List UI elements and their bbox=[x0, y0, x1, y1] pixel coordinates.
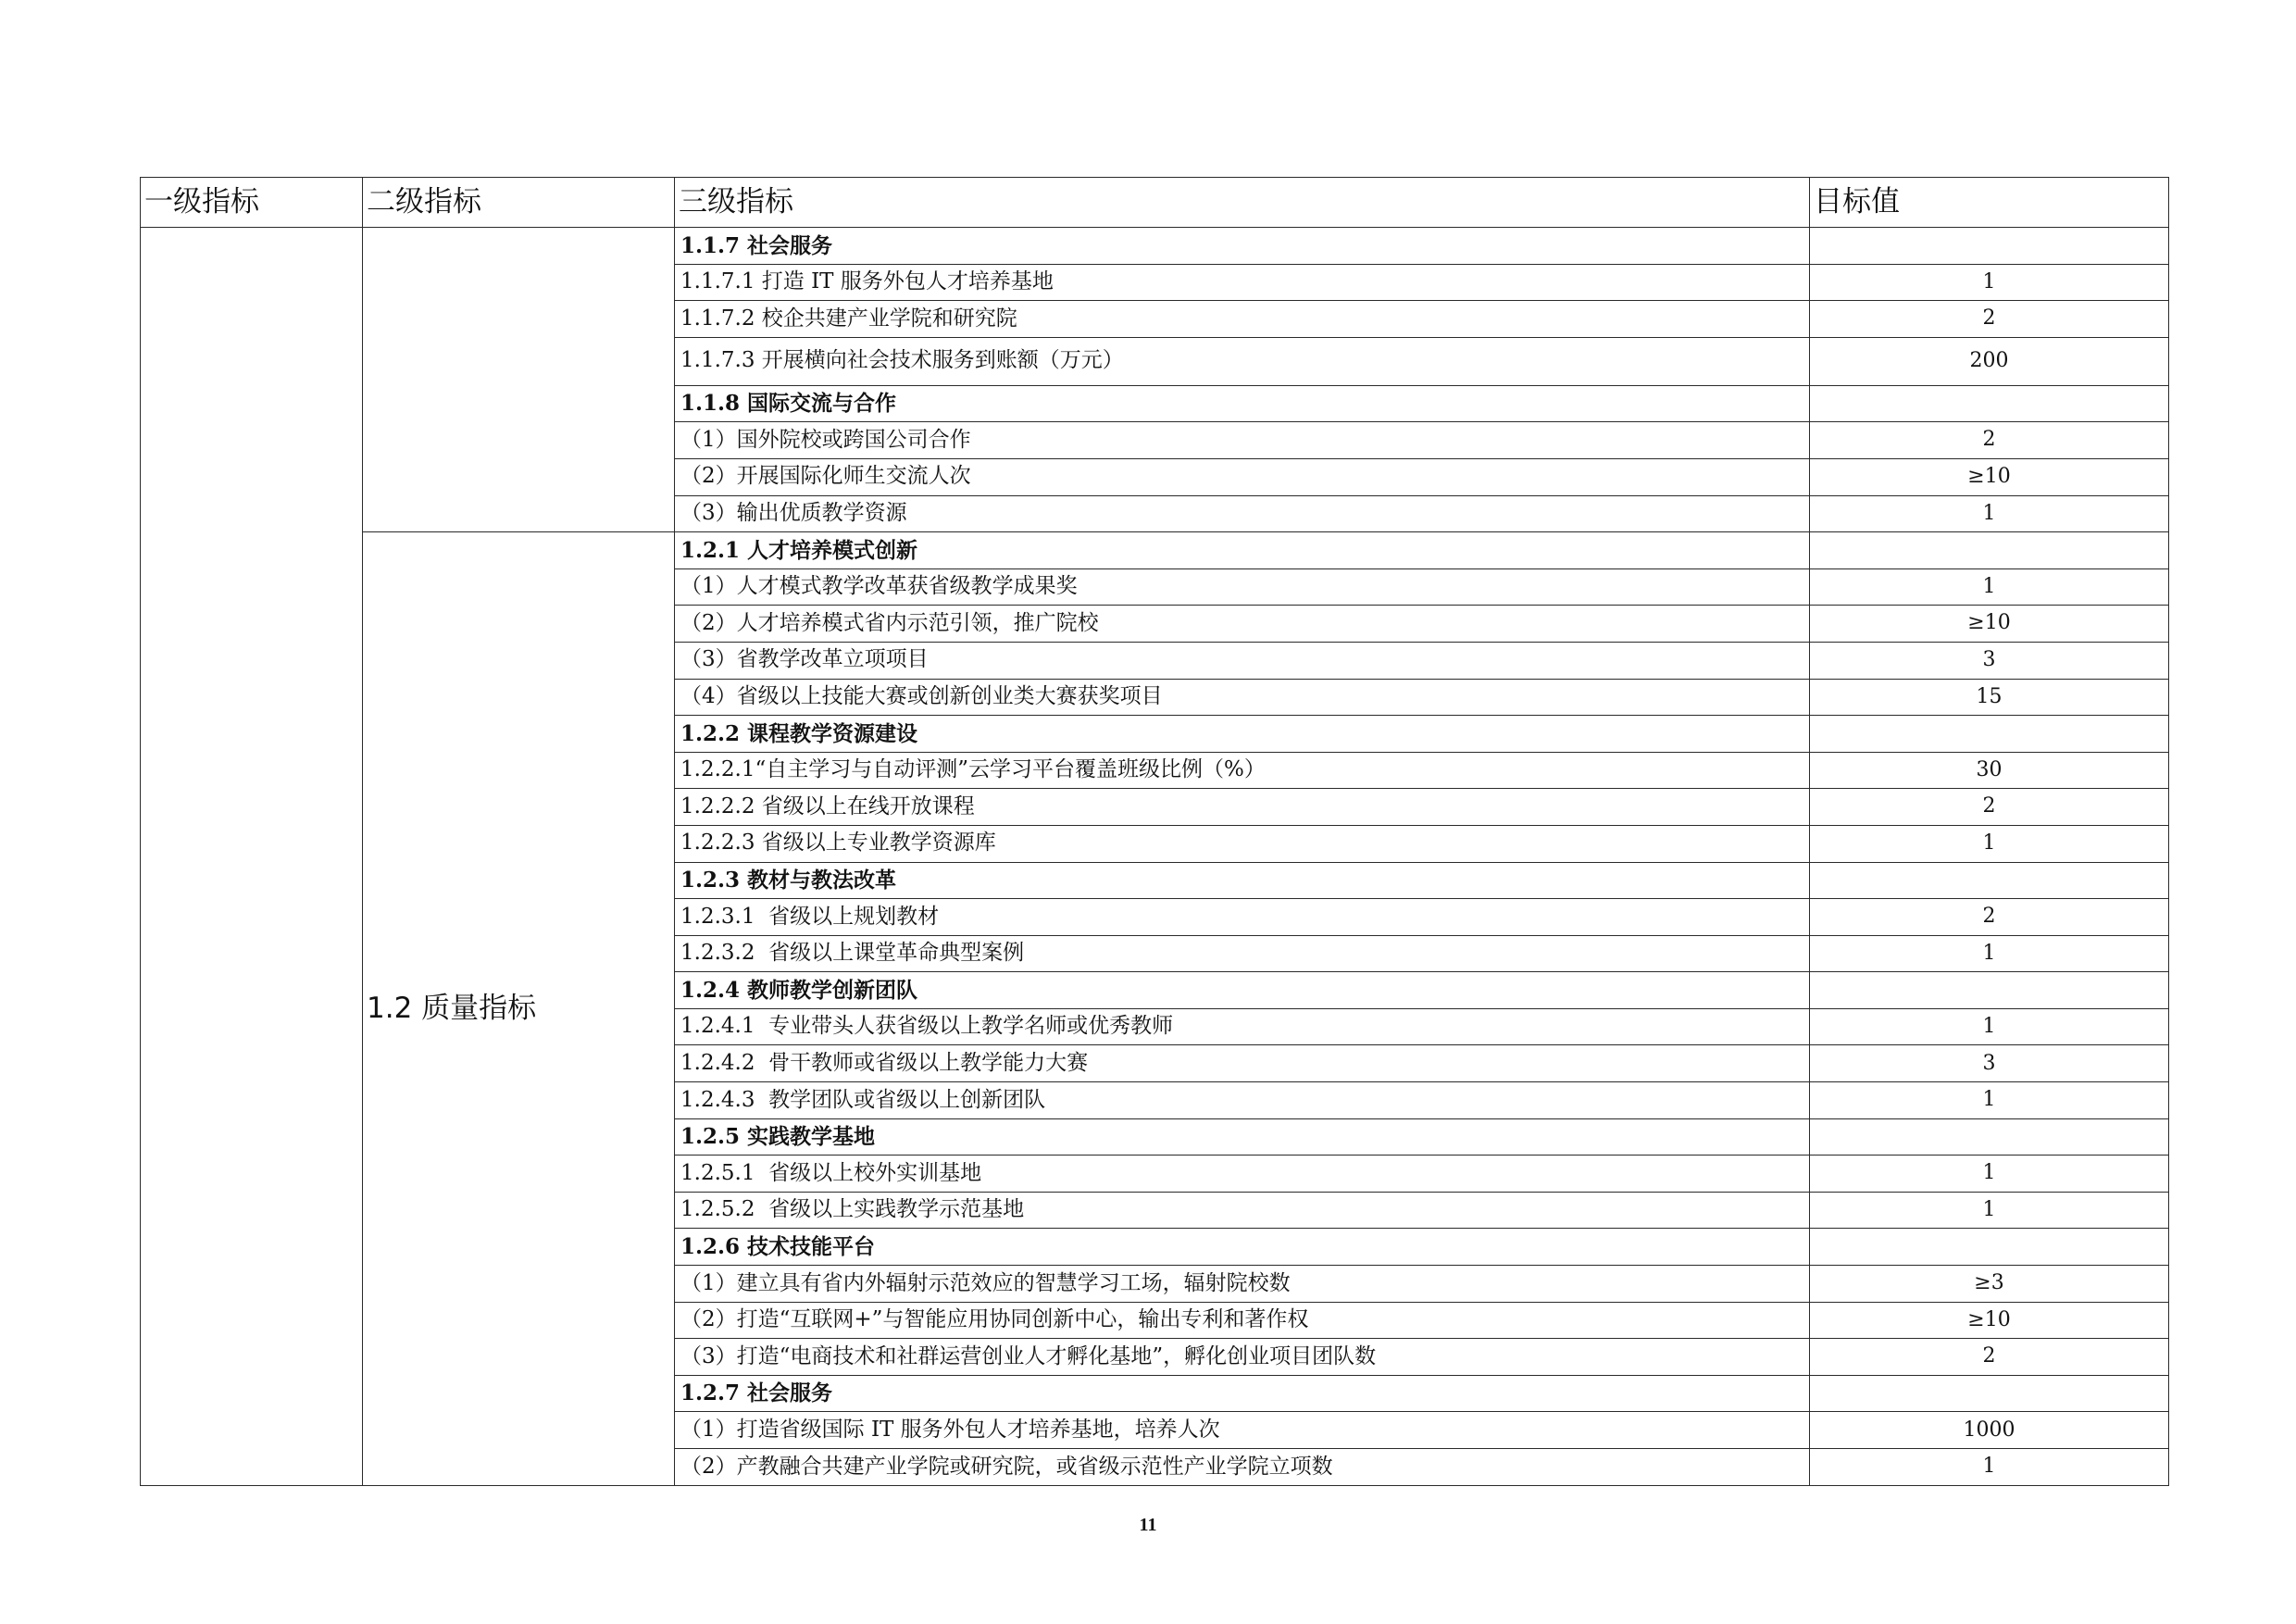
level2-cell: 1.2 质量指标 bbox=[363, 532, 675, 1485]
target-value: 1 bbox=[1810, 1008, 2169, 1045]
page-number: 11 bbox=[1139, 1515, 1157, 1535]
target-value: 2 bbox=[1810, 789, 2169, 826]
indicator-label: （2）打造“互联网+”与智能应用协同创新中心，输出专利和著作权 bbox=[675, 1302, 1810, 1339]
col-header-level3: 三级指标 bbox=[675, 178, 1810, 228]
section-title: 1.2.1 人才培养模式创新 bbox=[675, 532, 1810, 569]
section-title: 1.2.6 技术技能平台 bbox=[675, 1229, 1810, 1266]
target-value: 2 bbox=[1810, 1339, 2169, 1376]
target-value-cell bbox=[1810, 1118, 2169, 1156]
indicator-label: 1.2.4.1 专业带头人获省级以上教学名师或优秀教师 bbox=[675, 1008, 1810, 1045]
target-value-cell bbox=[1810, 716, 2169, 753]
target-value: 1000 bbox=[1810, 1412, 2169, 1449]
target-value-cell bbox=[1810, 532, 2169, 569]
indicator-label: 1.2.4.3 教学团队或省级以上创新团队 bbox=[675, 1082, 1810, 1119]
col-header-target: 目标值 bbox=[1810, 178, 2169, 228]
target-value: 1 bbox=[1810, 1192, 2169, 1229]
target-value-cell bbox=[1810, 385, 2169, 422]
section-title: 1.2.3 教材与教法改革 bbox=[675, 862, 1810, 899]
target-value: 1 bbox=[1810, 264, 2169, 301]
target-value-cell bbox=[1810, 228, 2169, 265]
target-value-cell bbox=[1810, 972, 2169, 1009]
target-value: 3 bbox=[1810, 1045, 2169, 1082]
section-title: 1.1.7 社会服务 bbox=[675, 228, 1810, 265]
target-value: 15 bbox=[1810, 679, 2169, 716]
section-title: 1.2.5 实践教学基地 bbox=[675, 1118, 1810, 1156]
target-value: 1 bbox=[1810, 1449, 2169, 1486]
target-value: 1 bbox=[1810, 1156, 2169, 1193]
indicator-table bbox=[140, 177, 2169, 1486]
indicator-label: （3）打造“电商技术和社群运营创业人才孵化基地”，孵化创业项目团队数 bbox=[675, 1339, 1810, 1376]
indicator-label: （1）国外院校或跨国公司合作 bbox=[675, 422, 1810, 459]
col-header-level1: 一级指标 bbox=[141, 178, 363, 228]
indicator-label: （1）建立具有省内外辐射示范效应的智慧学习工场，辐射院校数 bbox=[675, 1266, 1810, 1303]
indicator-label: （2）开展国际化师生交流人次 bbox=[675, 458, 1810, 495]
col-header-level2: 二级指标 bbox=[363, 178, 675, 228]
section-title: 1.1.8 国际交流与合作 bbox=[675, 385, 1810, 422]
section-title: 1.2.7 社会服务 bbox=[675, 1375, 1810, 1412]
indicator-label: （3）省教学改革立项项目 bbox=[675, 642, 1810, 679]
target-value: 2 bbox=[1810, 301, 2169, 338]
target-value-cell bbox=[1810, 1229, 2169, 1266]
target-value: 30 bbox=[1810, 752, 2169, 789]
target-value: 1 bbox=[1810, 568, 2169, 606]
section-row bbox=[141, 532, 2169, 569]
header-row bbox=[141, 178, 2169, 228]
target-value: 1 bbox=[1810, 825, 2169, 862]
indicator-label: 1.1.7.3 开展横向社会技术服务到账额（万元） bbox=[675, 337, 1810, 385]
indicator-label: （2）人才培养模式省内示范引领，推广院校 bbox=[675, 606, 1810, 643]
indicator-label: 1.2.2.3 省级以上专业教学资源库 bbox=[675, 825, 1810, 862]
target-value: 3 bbox=[1810, 642, 2169, 679]
indicator-label: 1.2.2.2 省级以上在线开放课程 bbox=[675, 789, 1810, 826]
target-value: 2 bbox=[1810, 899, 2169, 936]
target-value: ≥3 bbox=[1810, 1266, 2169, 1303]
target-value: ≥10 bbox=[1810, 458, 2169, 495]
target-value: 1 bbox=[1810, 935, 2169, 972]
target-value: ≥10 bbox=[1810, 606, 2169, 643]
indicator-label: 1.2.5.1 省级以上校外实训基地 bbox=[675, 1156, 1810, 1193]
indicator-label: （1）打造省级国际 IT 服务外包人才培养基地，培养人次 bbox=[675, 1412, 1810, 1449]
indicator-label: 1.2.4.2 骨干教师或省级以上教学能力大赛 bbox=[675, 1045, 1810, 1082]
indicator-label: （3）输出优质教学资源 bbox=[675, 495, 1810, 532]
indicator-label: （1）人才模式教学改革获省级教学成果奖 bbox=[675, 568, 1810, 606]
table-header bbox=[141, 178, 2169, 228]
indicator-label: 1.2.3.2 省级以上课堂革命典型案例 bbox=[675, 935, 1810, 972]
indicator-label: 1.1.7.2 校企共建产业学院和研究院 bbox=[675, 301, 1810, 338]
indicator-label: （2）产教融合共建产业学院或研究院，或省级示范性产业学院立项数 bbox=[675, 1449, 1810, 1486]
section-title: 1.2.2 课程教学资源建设 bbox=[675, 716, 1810, 753]
level2-cell bbox=[363, 228, 675, 532]
target-value: 2 bbox=[1810, 422, 2169, 459]
indicator-label: （4）省级以上技能大赛或创新创业类大赛获奖项目 bbox=[675, 679, 1810, 716]
target-value: 1 bbox=[1810, 1082, 2169, 1119]
section-title: 1.2.4 教师教学创新团队 bbox=[675, 972, 1810, 1009]
indicator-label: 1.2.5.2 省级以上实践教学示范基地 bbox=[675, 1192, 1810, 1229]
target-value: ≥10 bbox=[1810, 1302, 2169, 1339]
level1-cell bbox=[141, 228, 363, 1486]
indicator-label: 1.2.3.1 省级以上规划教材 bbox=[675, 899, 1810, 936]
target-value-cell bbox=[1810, 862, 2169, 899]
table-body bbox=[141, 228, 2169, 1486]
section-row bbox=[141, 228, 2169, 265]
indicator-label: 1.2.2.1“自主学习与自动评测”云学习平台覆盖班级比例（%） bbox=[675, 752, 1810, 789]
indicator-label: 1.1.7.1 打造 IT 服务外包人才培养基地 bbox=[675, 264, 1810, 301]
target-value-cell bbox=[1810, 1375, 2169, 1412]
target-value: 1 bbox=[1810, 495, 2169, 532]
target-value: 200 bbox=[1810, 337, 2169, 385]
